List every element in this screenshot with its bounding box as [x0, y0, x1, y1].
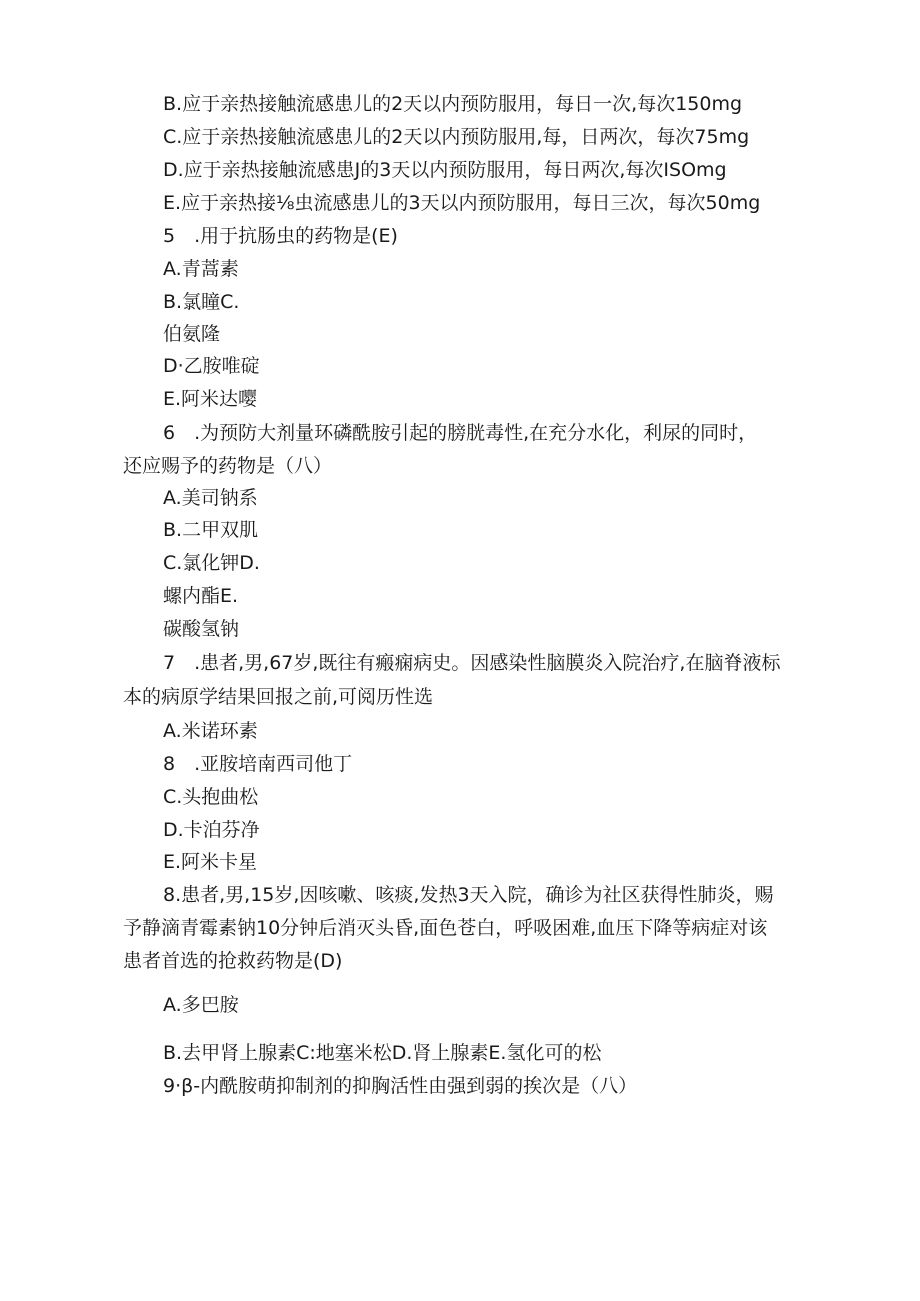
q6-option-a: A.美司钠系: [163, 487, 258, 509]
q6-option-e: 碳酸氢钠: [163, 618, 240, 640]
question-6-cont: 还应赐予的药物是（八）: [123, 455, 333, 477]
q7-option-a: A.米诺环素: [163, 720, 258, 742]
question-7: 7 .患者,男,67岁,既往有瘢痫病史。因感染性脑膜炎入院治疗,在脑脊液标: [163, 652, 781, 674]
question-5: 5 .用于抗肠虫的药物是(E): [163, 225, 398, 247]
question-6: 6 .为预防大剂量环磷酰胺引起的膀胱毒性,在充分水化，利尿的同时，: [163, 422, 758, 444]
q5-option-e: E.阿米达嘤: [163, 388, 258, 410]
option-b-line: B.应于亲热接触流感患儿的2天以内预防服用，每日一次,每次150mg: [163, 93, 743, 115]
question-8-cont-1: 予静滴青霉素钠10分钟后消灭头昏,面色苍白，呼吸困难,血压下降等病症对该: [123, 917, 768, 939]
q5-option-c: 伯氨隆: [163, 323, 221, 345]
q8-option-a: A.多巴胺: [163, 994, 239, 1016]
option-e-line: E.应于亲热接⅛虫流感患儿的3天以内预防服用，每日三次，每次50mg: [163, 192, 761, 214]
q6-option-c: C.氯化钾D.: [163, 552, 260, 574]
q8-options-b-e: B.去甲肾上腺素C:地塞米松D.肾上腺素E.氢化可的松: [163, 1042, 602, 1064]
question-9: 9·β-内酰胺萌抑制剂的抑胸活性由强到弱的挨次是（八）: [163, 1075, 638, 1097]
q6-option-b: B.二甲双肌: [163, 519, 259, 541]
option-d-line: D.应于亲热接触流感患J的3天以内预防服用，每日两次,每次ISOmg: [163, 159, 727, 181]
q7-option-b: 8 .亚胺培南西司他丁: [163, 753, 353, 775]
q5-option-b: B.氯瞳C.: [163, 291, 240, 313]
option-c-line: C.应于亲热接触流感患儿的2天以内预防服用,每，日两次，每次75mg: [163, 126, 750, 148]
question-8-cont-2: 患者首选的抢救药物是(D): [123, 950, 343, 972]
q7-option-c: C.头抱曲松: [163, 786, 259, 808]
question-7-cont: 本的病原学结果回报之前,可阅历性选: [123, 686, 434, 708]
q7-option-d: D.卡泊芬净: [163, 819, 260, 841]
q5-option-a: A.青蒿素: [163, 258, 239, 280]
q7-option-e: E.阿米卡星: [163, 851, 258, 873]
q6-option-d: 螺内酯E.: [163, 585, 239, 607]
question-8: 8.患者,男,15岁,因咳嗽、咳痰,发热3天入院，确诊为社区获得性肺炎，赐: [163, 884, 774, 906]
q5-option-d: D·乙胺唯碇: [163, 355, 260, 377]
